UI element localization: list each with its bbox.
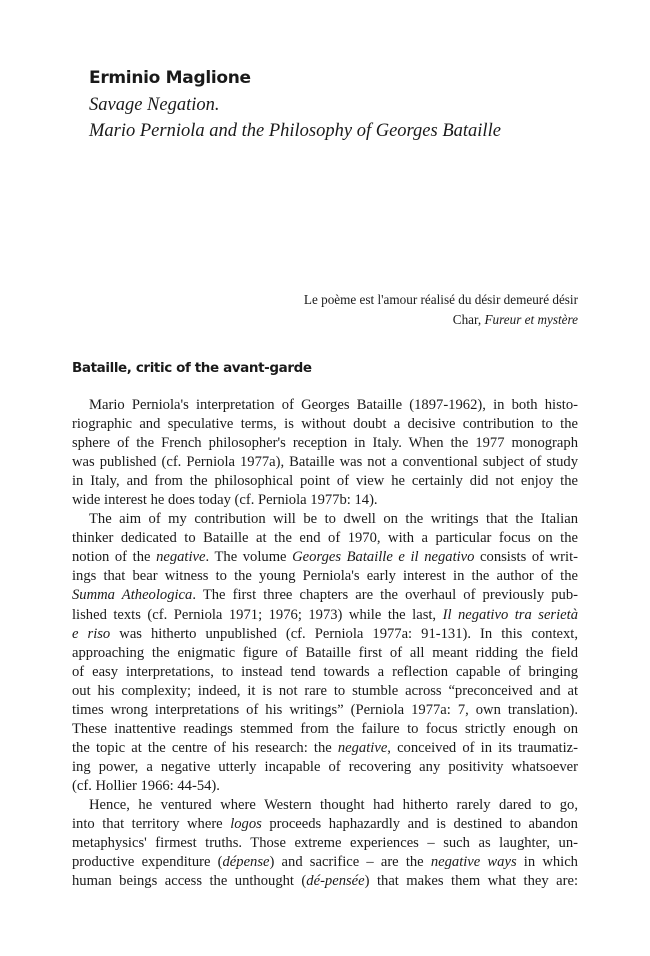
- text-line: [72, 567, 578, 586]
- text-run: . The first three chapters are the overhaul of previously pub-: [192, 587, 578, 604]
- text-line: [72, 491, 578, 510]
- text-run: ) and sacrifice – are the: [269, 854, 431, 871]
- text-line: [72, 682, 578, 701]
- text-run: consists of writ-: [474, 549, 578, 566]
- text-run: lished texts (cf. Perniola 1971; 1976; 1973) while the last,: [72, 606, 443, 623]
- text-run: . The volume: [205, 549, 293, 566]
- text-line: [72, 720, 578, 739]
- text-line: [72, 663, 578, 682]
- text-run: times wrong interpretations of his writings” (Perniola 1977a: 7, own translation).: [72, 701, 578, 718]
- text-run: out his complexity; indeed, it is not rare to stumble across “preconceived and at: [72, 682, 578, 699]
- epigraph-source-author: Char,: [452, 312, 485, 327]
- text-line: [72, 510, 578, 529]
- text-run: Mario Perniola's interpretation of Georges Bataille (1897-1962), in both histo-: [89, 397, 578, 413]
- text-run: notion of the: [72, 549, 157, 566]
- text-run: of easy interpretations, to instead tend towards a reflection capable of bringing: [72, 663, 578, 680]
- text-line: [72, 777, 578, 796]
- italic-text: logos: [230, 816, 262, 833]
- text-line: [72, 644, 578, 663]
- text-line: [72, 701, 578, 720]
- italic-text: negative: [156, 549, 206, 566]
- text-run: sphere of the French philosopher's reception in Italy. When the 1977 monograph: [72, 435, 578, 452]
- epigraph-source: [158, 310, 578, 330]
- text-line: [72, 739, 578, 758]
- text-line: [72, 834, 578, 853]
- italic-text: negative ways: [430, 854, 517, 871]
- italic-text: Georges Bataille e il negativo: [292, 549, 475, 566]
- text-run: , conceived of in its traumatiz-: [387, 739, 578, 756]
- text-line: [72, 434, 578, 453]
- text-line: [72, 472, 578, 491]
- chapter-title-line-2: Mario Perniola and the Philosophy of Georges Bataille: [89, 121, 501, 141]
- author-name: Erminio Maglione: [89, 68, 251, 88]
- chapter-title-line-1: Savage Negation.: [89, 95, 220, 115]
- italic-text: Il negativo tra serietà: [442, 606, 578, 623]
- text-run: in Italy, and from the philosophical point of view he certainly did not enjoy the: [72, 473, 578, 490]
- text-run: ings that bear witness to the young Perniola's early interest in the author of the: [72, 568, 578, 585]
- text-run: ing power, a negative utterly incapable of recovering any positivity whatsoever: [72, 758, 578, 775]
- text-run: (cf. Hollier 1966: 44-54).: [72, 777, 220, 794]
- body-text: [72, 396, 578, 891]
- section-heading: Bataille, critic of the avant-garde: [72, 360, 312, 376]
- text-line: [72, 606, 578, 625]
- text-line: [72, 415, 578, 434]
- italic-text: dépense: [222, 854, 270, 871]
- text-run: ) that makes them what they are:: [364, 873, 578, 890]
- text-run: was published (cf. Perniola 1977a), Bataille was not a conventional subject of study: [72, 454, 578, 471]
- text-run: into that territory where: [72, 816, 231, 833]
- epigraph-quote: Le poème est l'amour réalisé du désir demeuré désir: [303, 292, 578, 307]
- text-line: [72, 586, 578, 605]
- text-run: riographic and speculative terms, is without doubt a decisive contribution to the: [72, 416, 578, 433]
- text-run: These inattentive readings stemmed from the failure to focus strictly enough on: [72, 720, 578, 737]
- epigraph-source-work: Fureur et mystère: [484, 312, 578, 327]
- italic-text: e riso: [72, 625, 111, 642]
- italic-text: dé-pensée: [306, 873, 365, 890]
- italic-text: Summa Atheologica: [72, 587, 193, 604]
- text-line: [72, 796, 578, 815]
- text-run: approaching the enigmatic figure of Bataille first of all meant ridding the field: [72, 644, 578, 661]
- text-run: Hence, he ventured where Western thought had hitherto rarely dared to go,: [89, 796, 578, 813]
- text-line: [72, 396, 578, 415]
- text-line: [72, 758, 578, 777]
- text-line: [72, 548, 578, 567]
- text-run: The aim of my contribution will be to dwell on the writings that the Italian: [89, 511, 578, 528]
- text-line: [72, 529, 578, 548]
- text-run: thinker dedicated to Bataille at the end of 1970, with a particular focus on the: [72, 530, 578, 547]
- text-run: in which: [516, 854, 578, 871]
- text-run: productive expenditure (: [72, 854, 223, 871]
- text-run: the topic at the centre of his research: the: [72, 739, 338, 756]
- text-run: proceeds haphazardly and is destined to abandon: [261, 816, 578, 833]
- text-line: [72, 453, 578, 472]
- text-line: [72, 853, 578, 872]
- italic-text: negative: [337, 739, 388, 756]
- text-line: [72, 625, 578, 644]
- text-run: metaphysics' firmest truths. Those extreme experiences – such as laughter, un-: [72, 835, 578, 852]
- text-run: human beings access the unthought (: [72, 873, 307, 890]
- text-run: wide interest he does today (cf. Perniola 1977b: 14).: [72, 492, 378, 509]
- text-run: was hitherto unpublished (cf. Perniola 1977a: 91-131). In this context,: [110, 625, 578, 642]
- epigraph: [158, 290, 578, 330]
- text-line: [72, 872, 578, 891]
- text-line: [72, 815, 578, 834]
